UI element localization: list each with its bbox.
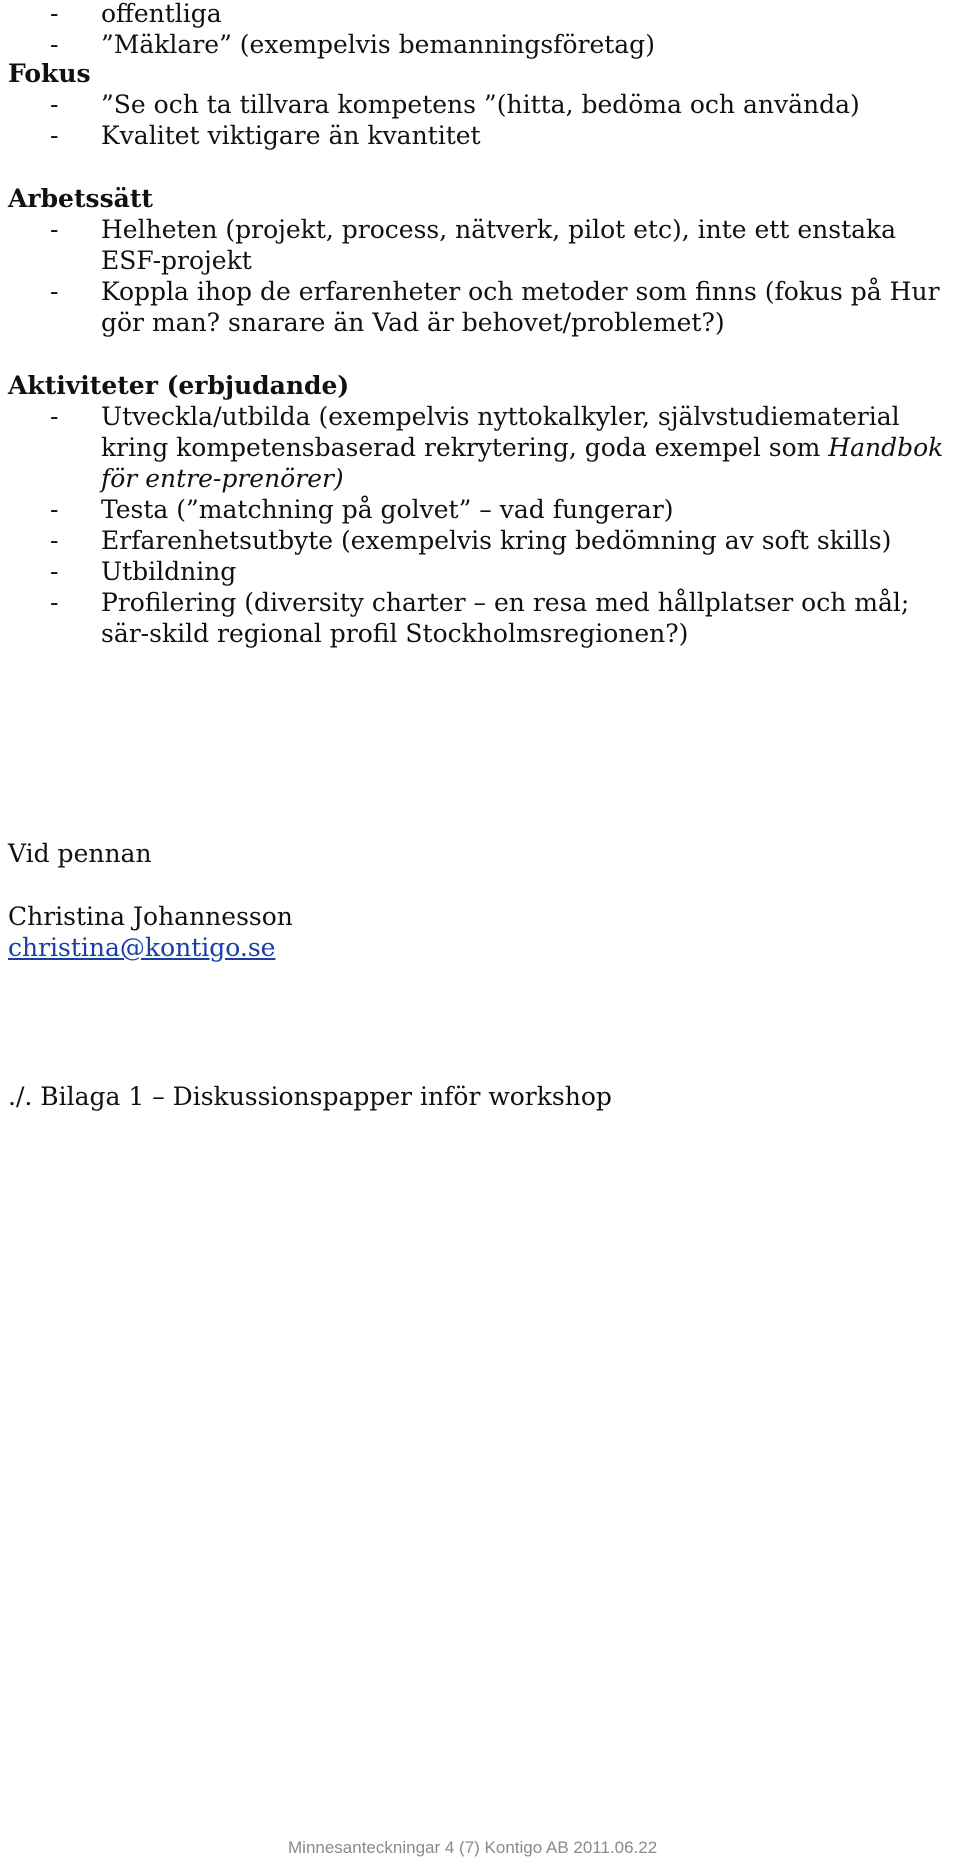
arbetssatt-section [8,183,948,338]
list-item [8,401,948,494]
list-item-text: ”Mäklare” (exempelvis bemanningsföretag) [101,30,655,59]
list-item-text: Profilering (diversity charter – en resa med hållplatser och mål; sär-skild regional profil Stockholmsregionen?) [101,588,910,648]
list-item-text: Helheten (projekt, process, nätverk, pilot etc), inte ett enstaka ESF-projekt [101,215,897,275]
list-item-text: offentliga [101,0,222,28]
list-item [8,587,948,649]
list-item-text: Koppla ihop de erfarenheter och metoder som finns (fokus på Hur gör man? snarare än Vad är behovet/problemet?) [101,277,940,337]
list-item-text: Testa (”matchning på golvet” – vad fungerar) [101,495,674,524]
list-item [8,214,948,276]
signature-email-row [8,932,948,963]
attachment-note: ./. Bilaga 1 – Diskussionspapper inför workshop [8,1082,612,1111]
list-item [8,89,948,120]
list-item-text: Erfarenhetsutbyte (exempelvis kring bedömning av soft skills) [101,526,892,555]
list-item [8,29,948,60]
list-dash: - [50,402,59,431]
list-dash: - [50,30,59,59]
list-item-text: Kvalitet viktigare än kvantitet [101,121,481,150]
list-dash: - [50,495,59,524]
signature-label: Vid pennan [8,839,152,868]
list-item [8,556,948,587]
list-item [8,525,948,556]
email-link[interactable]: christina@kontigo.se [8,933,276,962]
list-dash: - [50,588,59,617]
aktiviteter-section [8,370,948,649]
section-heading-arbetssatt: Arbetssätt [8,184,153,213]
list-item [8,494,948,525]
list-dash: - [50,0,59,28]
top-list [8,0,948,60]
list-dash: - [50,526,59,555]
section-heading-fokus: Fokus [8,59,91,88]
signature-name: Christina Johannesson [8,902,293,931]
list-dash: - [50,557,59,586]
list-item [8,120,948,151]
fokus-section [8,58,948,151]
list-dash: - [50,215,59,244]
list-dash: - [50,121,59,150]
section-heading-aktiviteter: Aktiviteter (erbjudande) [8,371,350,400]
list-item-text: Utveckla/utbilda (exempelvis nyttokalkyler, självstudiematerial kring kompetensbaserad rekrytering, goda exempel som [101,402,900,462]
page-footer: Minnesanteckningar 4 (7) Kontigo AB 2011.06.22 [288,1838,658,1857]
list-item [8,0,948,29]
list-item-italic-text: Handbok för entre-prenörer) [101,433,944,493]
list-dash: - [50,90,59,119]
list-dash: - [50,277,59,306]
list-item-text: Utbildning [101,557,237,586]
list-item [8,276,948,338]
list-item-text: ”Se och ta tillvara kompetens ”(hitta, bedöma och använda) [101,90,860,119]
